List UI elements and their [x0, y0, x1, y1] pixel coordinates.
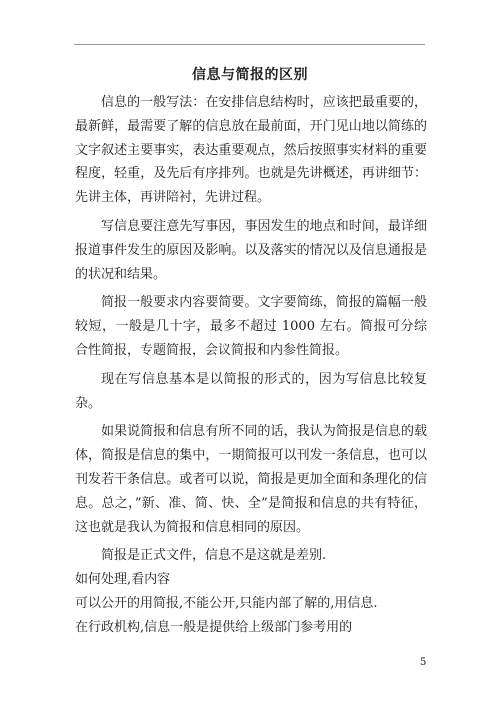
paragraph-cause-and-effect: 写信息要注意先写事因，事因发生的地点和时间，最详细报道事件发生的原因及影响。以及落实的情况以及信息通报是的状况和结果。	[75, 218, 427, 282]
paragraph-differences: 如果说简报和信息有所不同的话，我认为简报是信息的载体，简报是信息的集中，一期简报可以刊发一条信息，也可以刊发若干条信息。或者可以说，简报是更加全面和条理化的信息。总之，”新、准、简、快、全”是简报和信息的共有特征，这也就是我认为简报和信息相同的原因。	[75, 424, 427, 535]
paragraph-formal-document: 简报是正式文件，信息不是这就是差别.	[101, 548, 327, 564]
paragraph-current-practice: 现在写信息基本是以简报的形式的，因为写信息比较复杂。	[75, 371, 427, 411]
page-number: 5	[420, 657, 427, 668]
line-administrative-use: 在行政机构,信息一般是提供给上级部门参考用的	[75, 619, 353, 635]
paragraph-briefing-requirements: 简报一般要求内容要简要。文字要简练，简报的篇幅一般较短，一般是几十字，最多不超过 1000 左右。简报可分综合性简报，专题简报，会议简报和内参性简报。	[75, 295, 427, 358]
line-public-vs-internal: 可以公开的用简报,不能公开,只能内部了解的,用信息.	[75, 595, 378, 611]
header-divider	[74, 44, 425, 45]
paragraph-writing-method: 信息的一般写法：在安排信息结构时，应该把最重要的，最新鲜，最需要了解的信息放在最前面，开门见山地以简练的文字叙述主要事实，表达重要观点，然后按照事实材料的重要程度，轻重，及先后有序排列。也就是先讲概述，再讲细节：先讲主体，再讲陪衬，先讲过程。	[75, 95, 427, 206]
line-how-to-handle: 如何处理,看内容	[75, 572, 171, 588]
document-body	[75, 91, 427, 640]
document-title: 信息与简报的区别	[192, 67, 308, 83]
